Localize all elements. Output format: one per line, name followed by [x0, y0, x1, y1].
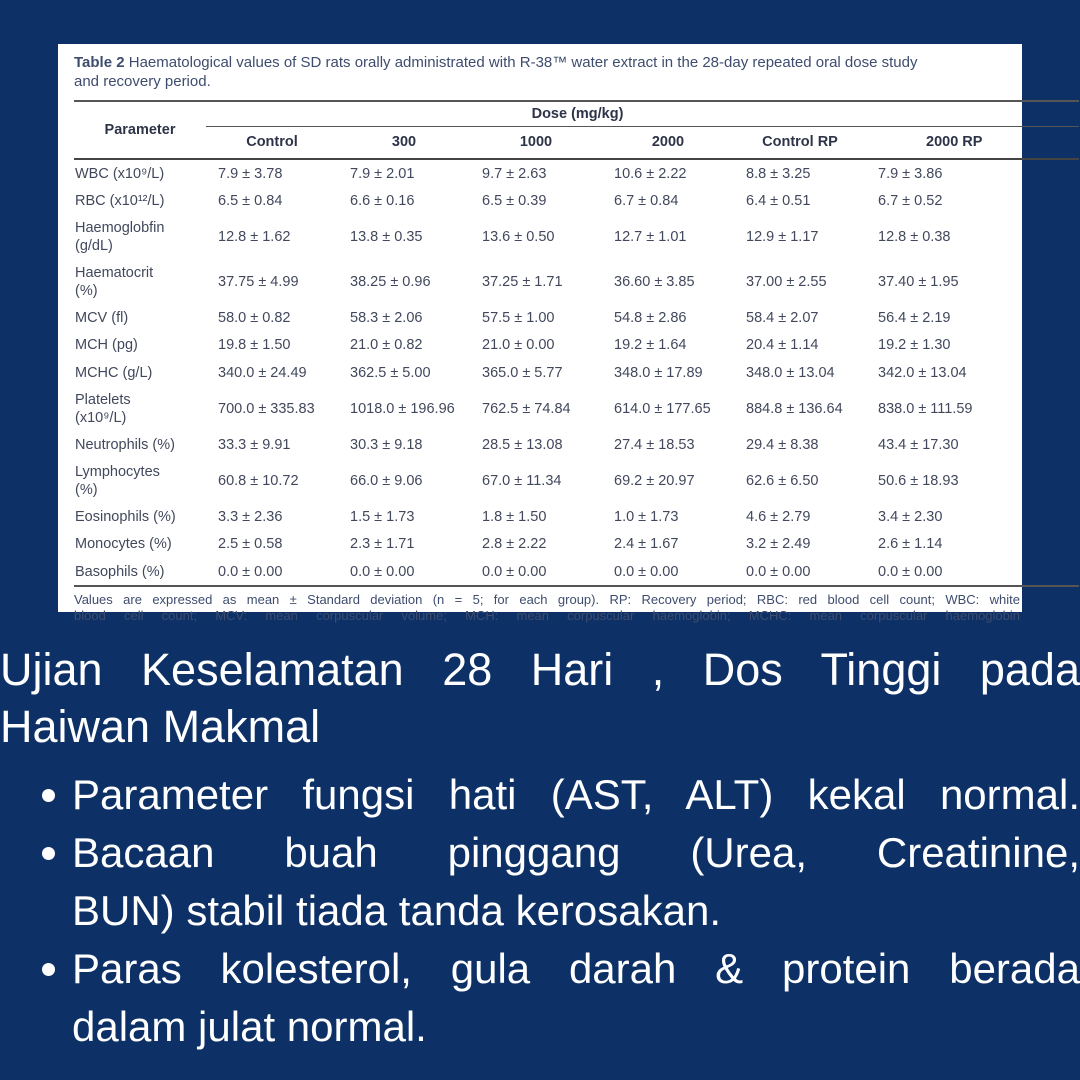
bullet-line: Parameter fungsi hati (AST, ALT) kekal normal. [72, 771, 1080, 818]
table-row [74, 332, 1079, 359]
value-cell: 19.2 ± 1.30 [878, 337, 951, 354]
value-cell: 27.4 ± 18.53 [614, 436, 695, 453]
value-cell: 33.3 ± 9.91 [218, 436, 291, 453]
table-row [74, 386, 1079, 431]
value-cell: 342.0 ± 13.04 [878, 364, 967, 381]
caption-block [0, 641, 1080, 1056]
value-cell: 8.8 ± 3.25 [746, 165, 811, 182]
value-cell: 12.7 ± 1.01 [614, 228, 687, 245]
value-cell: 37.40 ± 1.95 [878, 274, 959, 291]
value-cell: 0.0 ± 0.00 [338, 558, 470, 586]
value-cell: 38.25 ± 0.96 [350, 274, 431, 291]
parameter-cell: MCV (fl) [75, 310, 129, 327]
value-cell: 365.0 ± 5.77 [482, 364, 563, 381]
value-cell: 340.0 ± 24.49 [218, 364, 307, 381]
parameter-cell: Haemoglobfin (g/dL) [75, 219, 165, 254]
value-cell: 2.4 ± 1.67 [614, 536, 679, 553]
value-cell: 13.6 ± 0.50 [482, 228, 555, 245]
parameter-cell: MCHC (g/L) [75, 364, 153, 381]
parameter-cell: Basophils (%) [74, 558, 206, 586]
parameter-cell: RBC (x10¹²/L) [75, 192, 165, 209]
value-cell: 62.6 ± 6.50 [746, 473, 819, 490]
caption-title [0, 641, 1080, 755]
value-cell: 56.4 ± 2.19 [878, 310, 951, 327]
bullet-line: Paras kolesterol, gula darah & protein berada [72, 945, 1080, 992]
value-cell: 43.4 ± 17.30 [878, 436, 959, 453]
dose-column-header: 2000 RP [866, 127, 1079, 160]
value-cell: 838.0 ± 111.59 [878, 400, 973, 417]
value-cell: 58.0 ± 0.82 [218, 310, 291, 327]
table-number-label: Table 2 [74, 54, 125, 71]
table-body [74, 159, 1079, 586]
value-cell: 7.9 ± 3.86 [878, 165, 943, 182]
parameter-column-header: Parameter [74, 101, 206, 159]
value-cell: 36.60 ± 3.85 [614, 274, 695, 291]
value-cell: 6.7 ± 0.84 [614, 192, 679, 209]
bullet-list [0, 766, 1080, 1056]
parameter-cell: Eosinophils (%) [75, 509, 176, 526]
table-title-line2: and recovery period. [74, 73, 211, 90]
parameter-cell: Neutrophils (%) [75, 436, 175, 453]
bullet-line: Bacaan buah pinggang (Urea, Creatinine, [72, 829, 1080, 876]
value-cell: 2.5 ± 0.58 [218, 536, 283, 553]
value-cell: 0.0 ± 0.00 [206, 558, 338, 586]
value-cell: 1.0 ± 1.73 [614, 509, 679, 526]
value-cell: 60.8 ± 10.72 [218, 473, 299, 490]
caption-title-line: Ujian Keselamatan 28 Hari , Dos Tinggi pada [0, 644, 1080, 695]
table-title-line1 [74, 53, 1006, 72]
value-cell: 0.0 ± 0.00 [470, 558, 602, 586]
value-cell: 58.4 ± 2.07 [746, 310, 819, 327]
table-row [74, 558, 1079, 586]
parameter-cell: Platelets (x10⁹/L) [75, 391, 131, 426]
value-cell: 20.4 ± 1.14 [746, 337, 819, 354]
value-cell: 30.3 ± 9.18 [350, 436, 423, 453]
value-cell: 12.8 ± 1.62 [218, 228, 291, 245]
haematology-table [74, 100, 1079, 587]
value-cell: 37.00 ± 2.55 [746, 274, 827, 291]
value-cell: 348.0 ± 13.04 [746, 364, 835, 381]
table-row [74, 214, 1079, 259]
value-cell: 6.7 ± 0.52 [878, 192, 943, 209]
value-cell: 2.6 ± 1.14 [878, 536, 943, 553]
dose-column-header: 1000 [470, 127, 602, 160]
value-cell: 0.0 ± 0.00 [866, 558, 1079, 586]
value-cell: 3.4 ± 2.30 [878, 509, 943, 526]
value-cell: 54.8 ± 2.86 [614, 310, 687, 327]
parameter-cell: Haematocrit (%) [75, 265, 154, 300]
parameter-cell: MCH (pg) [75, 337, 138, 354]
dose-column-header: 2000 [602, 127, 734, 160]
bullet-dot-icon [42, 789, 55, 802]
bullet-item [0, 940, 1080, 1056]
value-cell: 362.5 ± 5.00 [350, 364, 431, 381]
value-cell: 67.0 ± 11.34 [482, 473, 562, 490]
value-cell: 19.8 ± 1.50 [218, 337, 291, 354]
parameter-cell: WBC (x10⁹/L) [75, 165, 165, 182]
dose-column-header: Control [206, 127, 338, 160]
table-row [74, 531, 1079, 558]
table-row [74, 431, 1079, 458]
value-cell: 3.2 ± 2.49 [746, 536, 811, 553]
bullet-line: BUN) stabil tiada tanda kerosakan. [72, 887, 722, 934]
value-cell: 762.5 ± 74.84 [482, 400, 571, 417]
table-row [74, 504, 1079, 531]
value-cell: 6.4 ± 0.51 [746, 192, 811, 209]
value-cell: 7.9 ± 2.01 [350, 165, 415, 182]
value-cell: 50.6 ± 18.93 [878, 473, 959, 490]
value-cell: 6.5 ± 0.39 [482, 192, 547, 209]
table-row [74, 305, 1079, 332]
bullet-line: dalam julat normal. [72, 1003, 427, 1050]
value-cell: 13.8 ± 0.35 [350, 228, 423, 245]
table-row [74, 159, 1079, 187]
value-cell: 10.6 ± 2.22 [614, 165, 687, 182]
value-cell: 3.3 ± 2.36 [218, 509, 283, 526]
value-cell: 7.9 ± 3.78 [218, 165, 283, 182]
value-cell: 0.0 ± 0.00 [734, 558, 866, 586]
value-cell: 37.25 ± 1.71 [482, 274, 563, 291]
value-cell: 2.8 ± 2.22 [482, 536, 547, 553]
value-cell: 37.75 ± 4.99 [218, 274, 299, 291]
journal-table-card [58, 44, 1022, 623]
caption-title-line: Haiwan Makmal [0, 701, 321, 752]
value-cell: 2.3 ± 1.71 [350, 536, 415, 553]
value-cell: 700.0 ± 335.83 [218, 400, 315, 417]
footnote-line2: blood cell count; MCV: mean corpuscular volume; MCH: mean corpuscular haemoglobin; MCHC: mean corpuscular haemoglobin [74, 607, 1020, 623]
parameter-cell: Lymphocytes (%) [75, 464, 160, 499]
value-cell: 1.8 ± 1.50 [482, 509, 547, 526]
value-cell: 57.5 ± 1.00 [482, 310, 555, 327]
value-cell: 66.0 ± 9.06 [350, 473, 423, 490]
dose-column-header-row [74, 127, 1079, 160]
value-cell: 6.6 ± 0.16 [350, 192, 415, 209]
table-row [74, 359, 1079, 386]
table-footnote [74, 592, 1020, 623]
parameter-cell: Monocytes (%) [75, 536, 172, 553]
table-row [74, 187, 1079, 214]
value-cell: 28.5 ± 13.08 [482, 436, 563, 453]
value-cell: 69.2 ± 20.97 [614, 473, 695, 490]
value-cell: 19.2 ± 1.64 [614, 337, 687, 354]
value-cell: 348.0 ± 17.89 [614, 364, 703, 381]
value-cell: 6.5 ± 0.84 [218, 192, 283, 209]
value-cell: 9.7 ± 2.63 [482, 165, 547, 182]
bullet-item [0, 766, 1080, 824]
value-cell: 0.0 ± 0.00 [602, 558, 734, 586]
value-cell: 29.4 ± 8.38 [746, 436, 819, 453]
bullet-item [0, 824, 1080, 940]
value-cell: 4.6 ± 2.79 [746, 509, 811, 526]
value-cell: 12.9 ± 1.17 [746, 228, 819, 245]
dose-column-header: Control RP [734, 127, 866, 160]
value-cell: 1.5 ± 1.73 [350, 509, 415, 526]
value-cell: 58.3 ± 2.06 [350, 310, 423, 327]
bullet-dot-icon [42, 963, 55, 976]
value-cell: 614.0 ± 177.65 [614, 400, 711, 417]
table-row [74, 260, 1079, 305]
footnote-line1: Values are expressed as mean ± Standard deviation (n = 5; for each group). RP: Recovery period; RBC: red blood cell count; WBC: white [74, 592, 1020, 608]
table-title [74, 53, 1006, 91]
value-cell: 1018.0 ± 196.96 [350, 400, 455, 417]
table-row [74, 459, 1079, 504]
dose-column-header: 300 [338, 127, 470, 160]
value-cell: 12.8 ± 0.38 [878, 228, 951, 245]
bullet-dot-icon [42, 847, 55, 860]
table-title-text: Haematological values of SD rats orally administrated with R-38™ water extract in the 28-day repeated oral dose study [128, 54, 918, 71]
value-cell: 884.8 ± 136.64 [746, 400, 843, 417]
value-cell: 21.0 ± 0.82 [350, 337, 423, 354]
dose-group-header: Dose (mg/kg) [206, 101, 1079, 127]
value-cell: 21.0 ± 0.00 [482, 337, 555, 354]
